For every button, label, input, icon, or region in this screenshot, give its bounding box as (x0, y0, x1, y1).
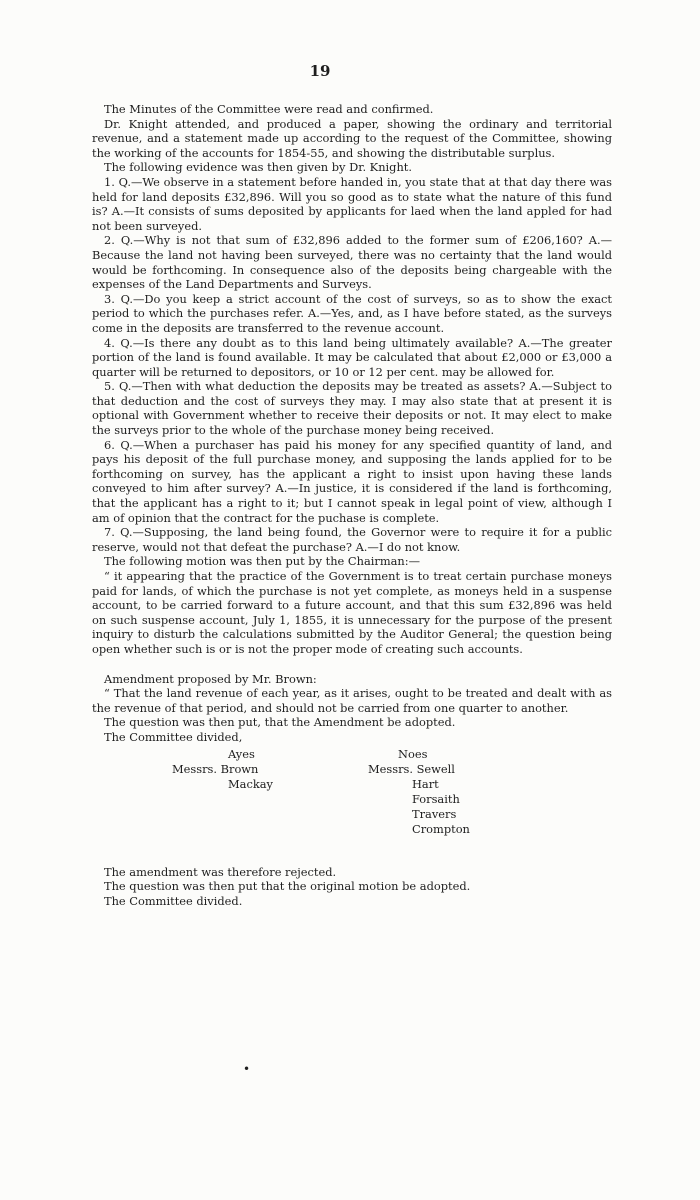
page-number: 19 (309, 62, 331, 80)
aye-member: Messrs. Brown (172, 761, 259, 776)
noes-column (368, 747, 470, 837)
paragraph: The Committee divided, (104, 729, 243, 744)
aye-member: Mackay (228, 776, 273, 791)
paragraph: Dr. Knight attended, and produced a paper, showing the ordinary and territorial revenue, and a statement made up according to the request of the Committee, showing the working of the accounts for 1854-55, and showing the distributable surplus. (92, 116, 612, 160)
ayes-heading: Ayes (228, 746, 255, 761)
motion-quote: “ it appearing that the practice of the Government is to treat certain purchase moneys paid for lands, of which the purchase is not yet complete, as moneys held in a suspense account, to be carried forward to a future account, and that this sum £32,896 was held on such suspense account, July 1, 1855, it is unnecessary for the purpose of the present inquiry to disturb the calculations submitted by the Auditor General; the question being open whether such is or is not the proper mode of creating such accounts. (92, 569, 612, 656)
paragraph: The Committee divided. (104, 893, 243, 908)
division-list (92, 747, 612, 865)
question-paragraph: 3. Q.—Do you keep a strict account of the cost of surveys, so as to show the exact period to which the purchases refer. A.—Yes, and, as I have before stated, as the surveys come in the deposits are transferred to the revenue account. (92, 291, 612, 335)
noes-heading: Noes (398, 746, 428, 761)
question-paragraph: 5. Q.—Then with what deduction the deposits may be treated as assets? A.—Subject to that deduction and the cost of surveys they may. I may also state that at present it is optional with Government whether to receive their deposits or not. It may elect to make the surveys prior to the whole of the purchase money being received. (92, 379, 612, 438)
amendment-quote: “ That the land revenue of each year, as it arises, ought to be treated and dealt with as the revenue of that period, and should not be carried from one quarter to another. (92, 686, 612, 715)
question-paragraph: 7. Q.—Supposing, the land being found, the Governor were to require it for a public reserve, would not that defeat the purchase? A.—I do not know. (92, 525, 612, 554)
noe-member: Forsaith (412, 791, 460, 806)
paragraph: The question was then put, that the Amendment be adopted. (104, 715, 456, 730)
paragraph: Amendment proposed by Mr. Brown: (104, 671, 317, 686)
noe-member: Hart (412, 776, 439, 791)
question-paragraph: 6. Q.—When a purchaser has paid his money for any specified quantity of land, and pays his deposit of the full purchase money, and supposing the lands applied for to be forthcoming on survey, has the applicant a right to insist upon having these lands conveyed to him after survey? A.—In justice, it is considered if the land is forthcoming, that the applicant has a right to it; but I cannot speak in legal point of view, although I am of opinion that the contract for the puchase is complete. (92, 437, 612, 525)
stray-mark: • (243, 1062, 251, 1076)
question-paragraph: 2. Q.—Why is not that sum of £32,896 added to the former sum of £206,160? A.—Because the land not having been surveyed, there was no certainty that the land would would be forthcoming. In consequence also of the deposits being chargeable with the expenses of the Land Departments and Surveys. (92, 233, 612, 292)
body-text (92, 102, 612, 908)
paragraph: The following motion was then put by the Chairman:— (104, 554, 421, 569)
noe-member: Messrs. Sewell (368, 761, 455, 776)
paragraph: The amendment was therefore rejected. (104, 864, 337, 879)
ayes-column (172, 747, 273, 792)
paragraph: The question was then put that the original motion be adopted. (104, 879, 471, 894)
question-paragraph: 1. Q.—We observe in a statement before handed in, you state that at that day there was held for land deposits £32,896. Will you so good as to state what the nature of this fund is? A.—It consists of sums deposited by applicants for laed when the land appled for had not been surveyed. (92, 174, 612, 233)
noe-member: Travers (412, 806, 457, 821)
noe-member: Crompton (412, 821, 470, 836)
paragraph: The Minutes of the Committee were read and confirmed. (104, 102, 434, 116)
paragraph: The following evidence was then given by Dr. Knight. (104, 160, 412, 175)
question-paragraph: 4. Q.—Is there any doubt as to this land being ultimately available? A.—The greater portion of the land is found available. It may be calculated that about £2,000 or £3,000 a quarter will be returned to depositors, or 10 or 12 per cent. may be allowed for. (92, 335, 612, 379)
